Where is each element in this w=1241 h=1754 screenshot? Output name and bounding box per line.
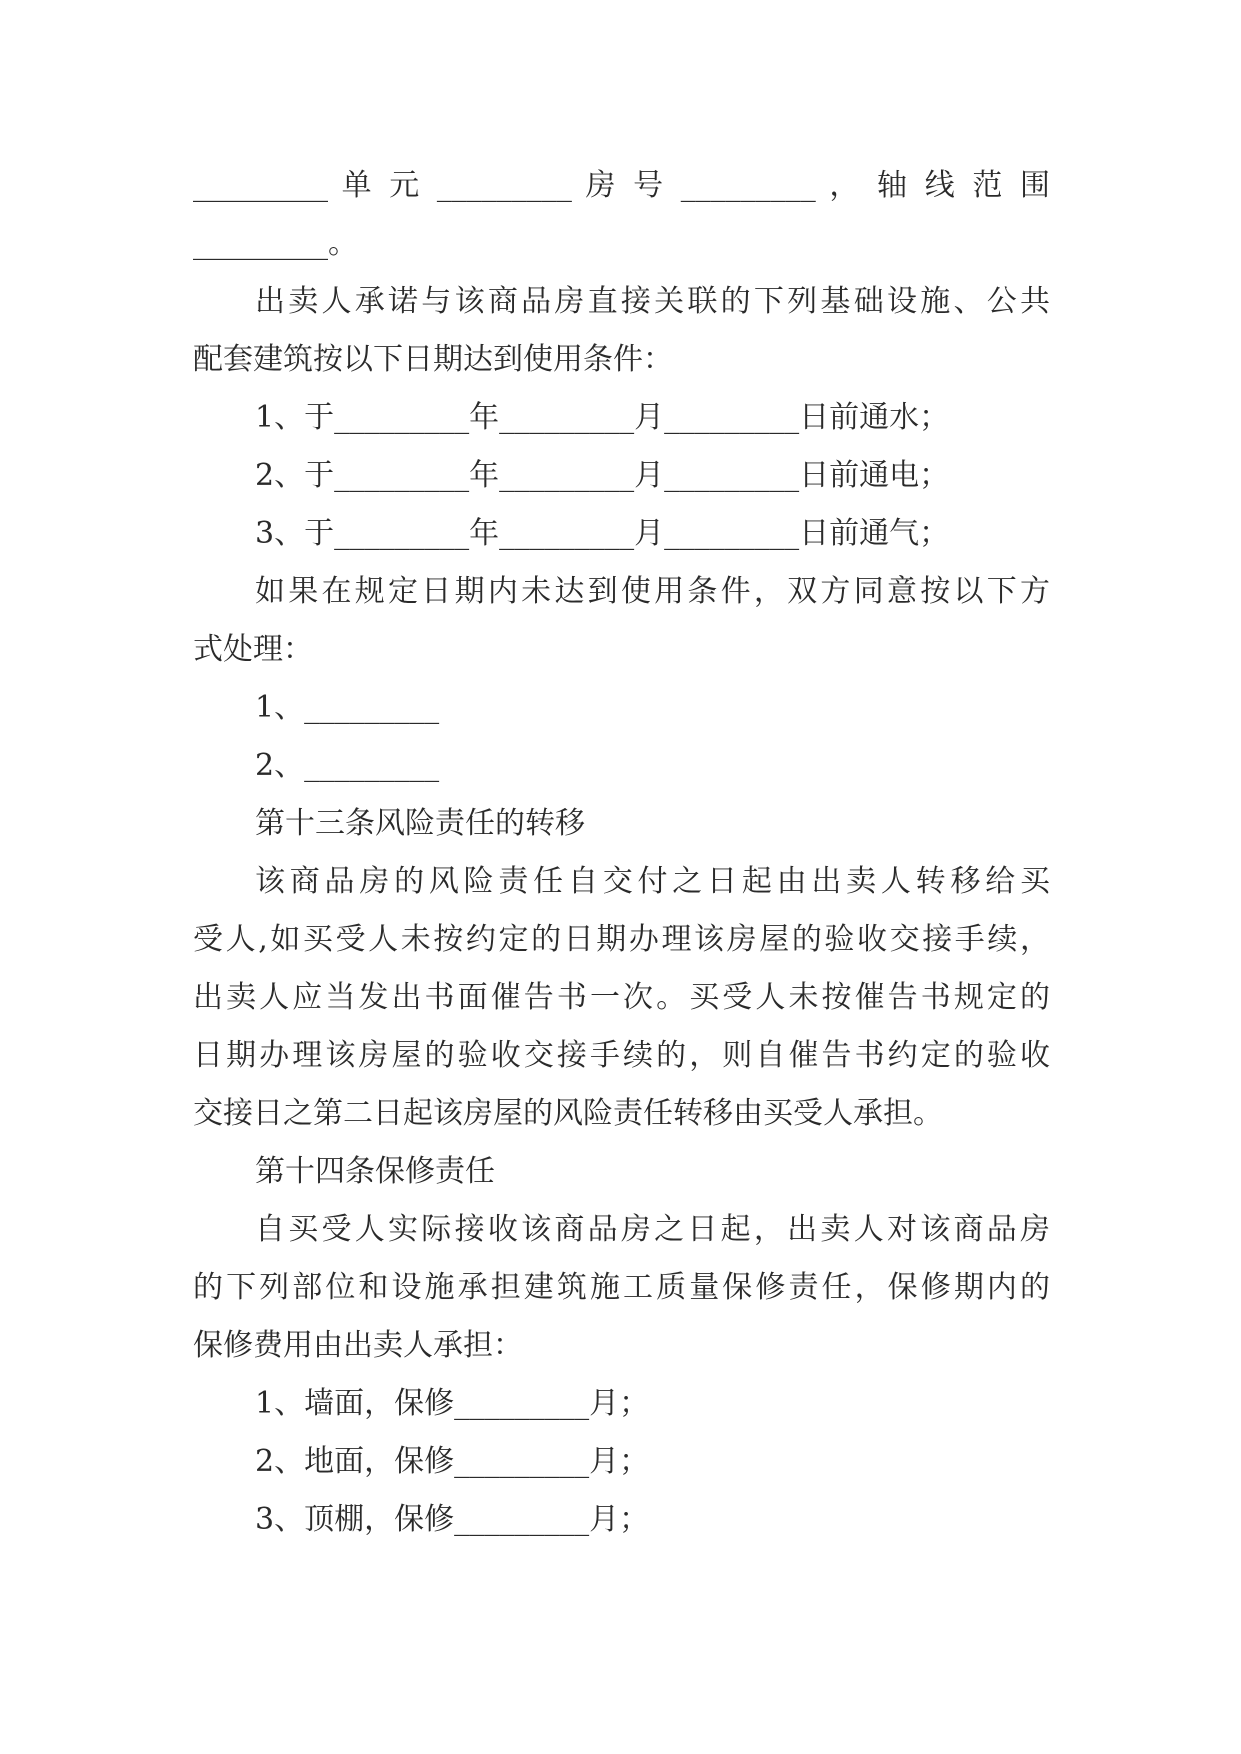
text-line: 日期办理该房屋的验收交接手续的，则自催告书约定的验收 bbox=[193, 1038, 1050, 1073]
text-line: 出卖人应当发出书面催告书一次。买受人未按催告书规定的 bbox=[193, 980, 1050, 1015]
text-line: 保修费用由出卖人承担： bbox=[193, 1328, 523, 1363]
text-line: 的下列部位和设施承担建筑施工质量保修责任，保修期内的 bbox=[193, 1270, 1050, 1305]
text-line: 该商品房的风险责任自交付之日起由出卖人转移给买 bbox=[255, 864, 1050, 899]
text-line: 式处理： bbox=[193, 632, 313, 667]
section-heading: 第十三条风险责任的转移 bbox=[255, 806, 585, 841]
section-heading: 第十四条保修责任 bbox=[255, 1154, 495, 1189]
text-line: 1、墙面，保修_________月； bbox=[255, 1386, 650, 1421]
text-line: _________ 单 元 _________ 房 号 _________ ， 轴 线 范 围 bbox=[193, 168, 1050, 203]
text-line: 自买受人实际接收该商品房之日起，出卖人对该商品房 bbox=[255, 1212, 1050, 1247]
text-line: 如果在规定日期内未达到使用条件，双方同意按以下方 bbox=[255, 574, 1050, 609]
text-line: _________。 bbox=[193, 226, 358, 261]
text-line: 受人,如买受人未按约定的日期办理该房屋的验收交接手续， bbox=[193, 922, 1050, 957]
text-line: 1、_________ bbox=[255, 690, 440, 725]
text-line: 出卖人承诺与该商品房直接关联的下列基础设施、公共 bbox=[255, 284, 1050, 319]
text-line: 2、地面，保修_________月； bbox=[255, 1444, 650, 1479]
text-line: 配套建筑按以下日期达到使用条件： bbox=[193, 342, 673, 377]
text-line: 1、于_________年_________月_________日前通水； bbox=[255, 400, 950, 435]
text-line: 交接日之第二日起该房屋的风险责任转移由买受人承担。 bbox=[193, 1096, 943, 1131]
text-line: 3、于_________年_________月_________日前通气； bbox=[255, 516, 950, 551]
text-line: 2、_________ bbox=[255, 748, 440, 783]
text-line: 2、于_________年_________月_________日前通电； bbox=[255, 458, 950, 493]
text-line: 3、顶棚，保修_________月； bbox=[255, 1502, 650, 1537]
